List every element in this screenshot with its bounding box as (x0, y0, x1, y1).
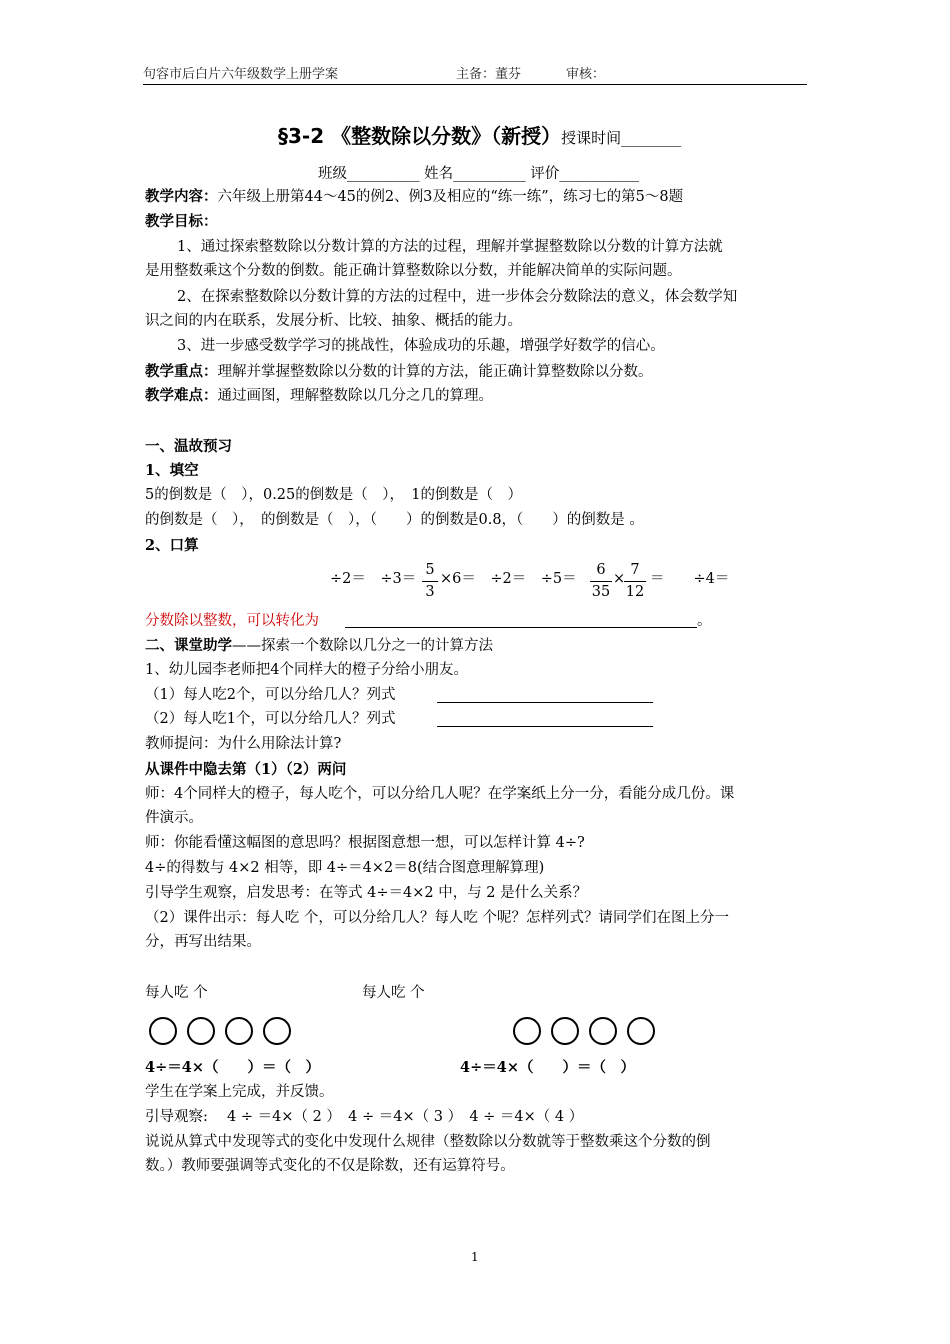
goal-1a: 1、通过探索整数除以分数计算的方法的过程，理解并掌握整数除以分数的计算方法就 (177, 239, 723, 255)
info-line: 班级__________ 姓名__________ 评价___________ (318, 166, 639, 182)
each-eat-left: 每人吃 个 (145, 985, 208, 1001)
teacher-ask: 教师提问：为什么用除法计算? (145, 736, 342, 752)
answer-blank-1 (437, 702, 653, 703)
rule-line-b: 数。）教师要强调等式变化的不仅是除数，还有运算符号。 (145, 1158, 515, 1174)
orange-circle (627, 1017, 655, 1045)
teacher-line-3: 4÷的得数与 4×2 相等，即 4÷＝4×2＝8(结合图意理解算理) (145, 860, 545, 876)
teacher-line-2: 师：你能看懂这幅图的意思吗？根据图意想一想，可以怎样计算 4÷? (145, 835, 585, 851)
observe-line: 引导观察: 4 ÷ ＝4×（ 2 ） 4 ÷ ＝4×（ 3 ） 4 ÷ ＝4×（ 4 ） (145, 1109, 584, 1125)
answer-blank-2 (437, 726, 653, 727)
orange-circle (551, 1017, 579, 1045)
feedback-line: 学生在学案上完成，并反馈。 (145, 1084, 334, 1100)
header-school: 句容市后白片六年级数学上册学案 (143, 67, 339, 82)
calc-part-c: × (613, 571, 626, 587)
content-line (145, 188, 683, 206)
header-rule (143, 84, 807, 85)
fraction-numerator: 6 (596, 562, 606, 578)
goal-2b: 识之间的内在联系，发展分析、比较、抽象、概括的能力。 (145, 313, 522, 329)
orange-circle (589, 1017, 617, 1045)
calc-part-a: ÷2＝ ÷3＝ (330, 571, 417, 587)
key-point-label: 教学重点： (145, 363, 218, 380)
key-point-text: 理解并掌握整数除以分数的计算的方法，能正确计算整数除以分数。 (217, 364, 653, 380)
fill-line-2: 的倒数是（ ）， 的倒数是（ ），（ ）的倒数是0.8，（ ）的倒数是 。 (145, 512, 644, 528)
section2-heading (145, 637, 493, 655)
equation-right: 4÷＝4×（ ）＝（ ） (460, 1059, 635, 1076)
orange-circle (225, 1017, 253, 1045)
goals-label: 教学目标： (145, 213, 218, 230)
teacher-line-4: 引导学生观察，启发思考：在等式 4÷＝4×2 中，与 2 是什么关系？ (145, 885, 588, 901)
hide-note: 从课件中隐去第（1）（2）两问 (145, 761, 347, 778)
teacher-line-1b: 件演示。 (145, 810, 203, 826)
fraction-denominator: 3 (425, 583, 435, 600)
section2-heading-rest: ——探索一个数除以几分之一的计算方法 (232, 638, 493, 654)
difficulty-text: 通过画图，理解整数除以几分之几的算理。 (217, 388, 493, 404)
key-point (145, 363, 653, 381)
orange-circle (513, 1017, 541, 1045)
page-title (278, 124, 681, 148)
orange-circle (187, 1017, 215, 1045)
fraction-5-3 (422, 563, 438, 599)
header-review: 审核： (566, 67, 606, 82)
each-eat-right: 每人吃 个 (362, 985, 425, 1001)
content-text: 六年级上册第44～45的例2、例3及相应的“练一练”，练习七的第5～8题 (217, 189, 684, 205)
header-author: 主备：董芬 (456, 67, 522, 82)
section1-heading: 一、温故预习 (145, 438, 232, 455)
question-1-1: （1）每人吃2个，可以分给几人？列式 (145, 687, 396, 703)
fill-line-1: 5的倒数是（ ），0.25的倒数是（ ）， 1的倒数是（ ） (145, 487, 522, 503)
goal-2a: 2、在探索整数除以分数计算的方法的过程中，进一步体会分数除法的意义，体会数学知 (177, 289, 738, 305)
fraction-numerator: 7 (630, 562, 640, 578)
question-1-2: （2）每人吃1个，可以分给几人？列式 (145, 711, 396, 727)
goal-3: 3、进一步感受数学学习的挑战性，体验成功的乐趣，增强学好数学的信心。 (177, 338, 665, 354)
page-number: 1 (471, 1250, 479, 1264)
calc-part-d: ＝ ÷4＝ (650, 571, 730, 587)
section2-heading-bold: 二、课堂助学 (145, 637, 232, 654)
orange-circle (263, 1017, 291, 1045)
title-main: §3-2 《整数除以分数》（新授） (278, 124, 562, 148)
rule-line-a: 说说从算式中发现等式的变化中发现什么规律（整数除以分数就等于整数乘这个分数的倒 (145, 1134, 711, 1150)
teacher-line-5a: （2）课件出示：每人吃 个，可以分给几人？每人吃 个呢？怎样列式？请同学们在图上分一 (145, 910, 729, 926)
fraction-6-35 (590, 563, 612, 599)
fraction-denominator: 35 (591, 583, 611, 600)
orange-circle (149, 1017, 177, 1045)
fraction-numerator: 5 (425, 562, 435, 578)
content-label: 教学内容： (145, 188, 218, 205)
teacher-line-5b: 分，再写出结果。 (145, 934, 261, 950)
calc-part-b: ×6＝ ÷2＝ ÷5＝ (440, 571, 577, 587)
section1-sub1: 1、填空 (145, 462, 199, 479)
red-rule-text: 分数除以整数，可以转化为 (145, 613, 319, 629)
difficulty (145, 387, 493, 405)
red-rule-end: 。 (697, 613, 712, 629)
fraction-denominator: 12 (625, 583, 645, 600)
red-rule-blank (345, 627, 697, 628)
question-1: 1、幼儿园李老师把4个同样大的橙子分给小朋友。 (145, 662, 468, 678)
equation-left: 4÷＝4×（ ）＝（ ） (145, 1059, 320, 1076)
teacher-line-1a: 师：4个同样大的橙子，每人吃个，可以分给几人呢？在学案纸上分一分，看能分成几份。课 (145, 786, 735, 802)
difficulty-label: 教学难点： (145, 387, 218, 404)
title-time: 授课时间________ (561, 129, 682, 147)
section1-sub2: 2、口算 (145, 537, 199, 554)
fraction-7-12 (624, 563, 646, 599)
goal-1b: 是用整数乘这个分数的倒数。能正确计算整数除以分数，并能解决简单的实际问题。 (145, 263, 682, 279)
